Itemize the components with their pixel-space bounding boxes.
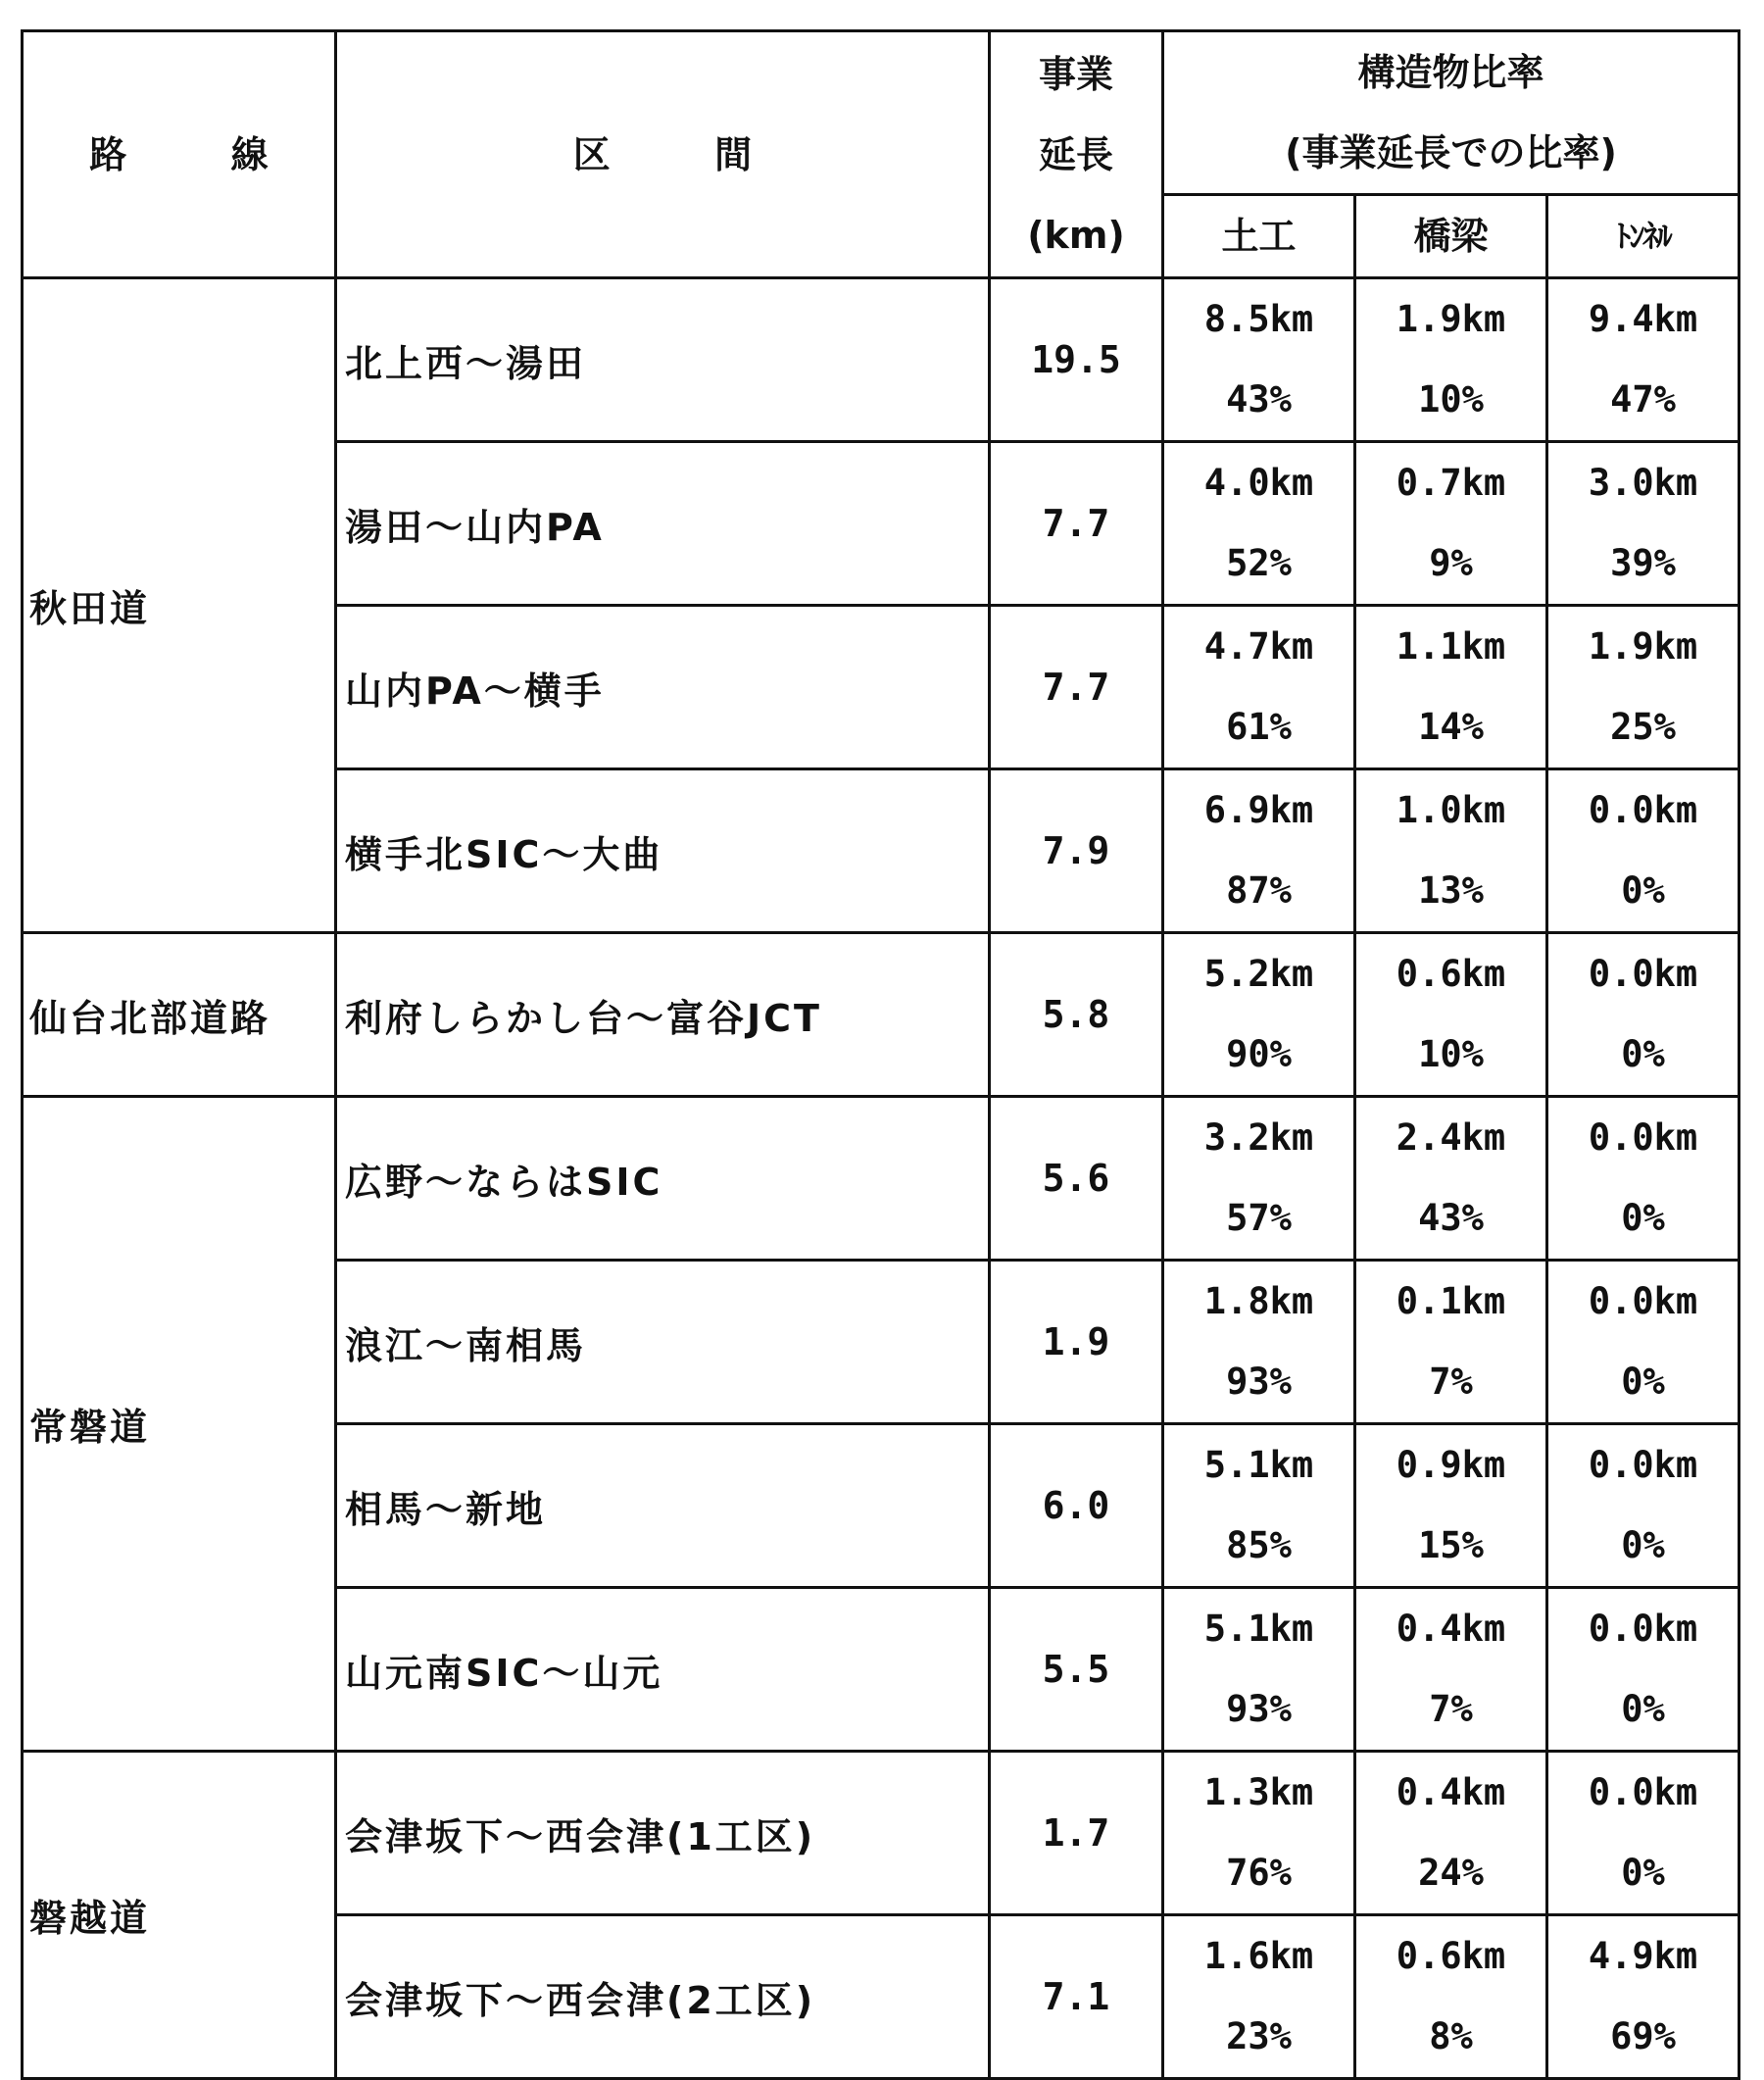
section-cell: 北上西〜湯田 xyxy=(336,278,990,442)
bridge-cell xyxy=(1355,606,1547,769)
tunnel-km: 3.0km xyxy=(1588,462,1698,504)
tunnel-cell xyxy=(1547,606,1740,769)
section-cell: 相馬〜新地 xyxy=(336,1424,990,1588)
section-cell: 会津坂下〜西会津(2工区) xyxy=(336,1915,990,2079)
earthwork-km: 4.7km xyxy=(1203,625,1314,668)
tunnel-pct: 0% xyxy=(1621,1688,1665,1730)
bridge-cell xyxy=(1355,278,1547,442)
bridge-pct: 43% xyxy=(1418,1197,1484,1239)
section-cell: 湯田〜山内PA xyxy=(336,442,990,606)
table-row xyxy=(23,1097,1740,1261)
route-cell: 磐越道 xyxy=(23,1752,336,2079)
section-cell: 山内PA〜横手 xyxy=(336,606,990,769)
bridge-pct: 8% xyxy=(1429,2015,1473,2057)
header-earthwork: 土工 xyxy=(1163,195,1355,278)
tunnel-pct: 0% xyxy=(1621,1852,1665,1894)
length-cell: 5.6 xyxy=(990,1097,1163,1261)
tunnel-km: 4.9km xyxy=(1588,1935,1698,1977)
header-section: 区 間 xyxy=(336,31,990,278)
section-cell: 広野〜ならはSIC xyxy=(336,1097,990,1261)
earthwork-cell xyxy=(1163,606,1355,769)
bridge-cell xyxy=(1355,1261,1547,1424)
tunnel-pct: 0% xyxy=(1621,1524,1665,1566)
earthwork-cell xyxy=(1163,1424,1355,1588)
tunnel-pct: 39% xyxy=(1610,542,1676,584)
route-cell: 仙台北部道路 xyxy=(23,933,336,1097)
earthwork-cell xyxy=(1163,769,1355,933)
table-row xyxy=(23,278,1740,442)
bridge-km: 0.4km xyxy=(1396,1771,1506,1813)
bridge-km: 0.9km xyxy=(1396,1444,1506,1486)
route-cell: 常磐道 xyxy=(23,1097,336,1752)
bridge-pct: 15% xyxy=(1418,1524,1484,1566)
earthwork-pct: 43% xyxy=(1226,378,1292,421)
bridge-cell xyxy=(1355,1097,1547,1261)
tunnel-pct: 69% xyxy=(1610,2015,1676,2057)
tunnel-km: 1.9km xyxy=(1588,625,1698,668)
length-cell: 5.5 xyxy=(990,1588,1163,1752)
earthwork-km: 1.3km xyxy=(1203,1771,1314,1813)
tunnel-km: 0.0km xyxy=(1588,1116,1698,1159)
earthwork-km: 1.6km xyxy=(1203,1935,1314,1977)
length-cell: 5.8 xyxy=(990,933,1163,1097)
tunnel-cell xyxy=(1547,1588,1740,1752)
bridge-pct: 7% xyxy=(1429,1688,1473,1730)
earthwork-cell xyxy=(1163,442,1355,606)
bridge-km: 0.4km xyxy=(1396,1608,1506,1650)
bridge-km: 2.4km xyxy=(1396,1116,1506,1159)
earthwork-pct: 57% xyxy=(1226,1197,1292,1239)
earthwork-pct: 87% xyxy=(1226,869,1292,912)
header-length-unit: (km) xyxy=(1027,213,1125,257)
structure-ratio-table-container xyxy=(21,29,1740,2080)
bridge-km: 1.9km xyxy=(1396,298,1506,340)
tunnel-cell xyxy=(1547,1424,1740,1588)
earthwork-cell xyxy=(1163,933,1355,1097)
header-tunnel: ﾄﾝﾈﾙ xyxy=(1547,195,1740,278)
bridge-pct: 24% xyxy=(1418,1852,1484,1894)
earthwork-km: 5.1km xyxy=(1203,1444,1314,1486)
bridge-cell xyxy=(1355,1424,1547,1588)
tunnel-pct: 0% xyxy=(1621,869,1665,912)
structure-ratio-table xyxy=(21,29,1740,2080)
tunnel-km: 0.0km xyxy=(1588,1444,1698,1486)
earthwork-pct: 23% xyxy=(1226,2015,1292,2057)
bridge-pct: 7% xyxy=(1429,1361,1473,1403)
bridge-pct: 13% xyxy=(1418,869,1484,912)
tunnel-cell xyxy=(1547,1097,1740,1261)
tunnel-km: 9.4km xyxy=(1588,298,1698,340)
table-header xyxy=(23,31,1740,278)
length-cell: 7.7 xyxy=(990,606,1163,769)
tunnel-pct: 0% xyxy=(1621,1033,1665,1075)
tunnel-cell xyxy=(1547,933,1740,1097)
table-row xyxy=(23,933,1740,1097)
section-cell: 会津坂下〜西会津(1工区) xyxy=(336,1752,990,1915)
tunnel-km: 0.0km xyxy=(1588,953,1698,995)
bridge-cell xyxy=(1355,933,1547,1097)
bridge-cell xyxy=(1355,1588,1547,1752)
tunnel-cell xyxy=(1547,278,1740,442)
bridge-cell xyxy=(1355,1752,1547,1915)
earthwork-cell xyxy=(1163,1915,1355,2079)
section-cell: 利府しらかし台〜富谷JCT xyxy=(336,933,990,1097)
earthwork-cell xyxy=(1163,1752,1355,1915)
earthwork-pct: 52% xyxy=(1226,542,1292,584)
tunnel-km: 0.0km xyxy=(1588,1771,1698,1813)
bridge-pct: 9% xyxy=(1429,542,1473,584)
earthwork-km: 3.2km xyxy=(1203,1116,1314,1159)
bridge-pct: 10% xyxy=(1418,378,1484,421)
bridge-pct: 10% xyxy=(1418,1033,1484,1075)
earthwork-pct: 93% xyxy=(1226,1361,1292,1403)
header-route: 路 線 xyxy=(23,31,336,278)
tunnel-cell xyxy=(1547,769,1740,933)
length-cell: 7.1 xyxy=(990,1915,1163,2079)
section-cell: 浪江〜南相馬 xyxy=(336,1261,990,1424)
earthwork-pct: 76% xyxy=(1226,1852,1292,1894)
length-cell: 19.5 xyxy=(990,278,1163,442)
header-length-line1: 事業 xyxy=(1038,52,1113,96)
length-cell: 7.7 xyxy=(990,442,1163,606)
earthwork-pct: 85% xyxy=(1226,1524,1292,1566)
bridge-cell xyxy=(1355,1915,1547,2079)
tunnel-cell xyxy=(1547,1915,1740,2079)
bridge-pct: 14% xyxy=(1418,706,1484,748)
header-length-line2: 延長 xyxy=(1038,132,1113,176)
earthwork-pct: 93% xyxy=(1226,1688,1292,1730)
earthwork-cell xyxy=(1163,278,1355,442)
tunnel-pct: 0% xyxy=(1621,1361,1665,1403)
earthwork-cell xyxy=(1163,1097,1355,1261)
section-cell: 横手北SIC〜大曲 xyxy=(336,769,990,933)
tunnel-pct: 47% xyxy=(1610,378,1676,421)
bridge-cell xyxy=(1355,769,1547,933)
table-body xyxy=(23,278,1740,2079)
bridge-cell xyxy=(1355,442,1547,606)
tunnel-pct: 25% xyxy=(1610,706,1676,748)
length-cell: 7.9 xyxy=(990,769,1163,933)
header-structure-ratio xyxy=(1163,31,1740,195)
earthwork-cell xyxy=(1163,1261,1355,1424)
tunnel-pct: 0% xyxy=(1621,1197,1665,1239)
bridge-km: 0.6km xyxy=(1396,1935,1506,1977)
section-cell: 山元南SIC〜山元 xyxy=(336,1588,990,1752)
tunnel-cell xyxy=(1547,1752,1740,1915)
earthwork-km: 6.9km xyxy=(1203,789,1314,831)
length-cell: 6.0 xyxy=(990,1424,1163,1588)
table-row xyxy=(23,1752,1740,1915)
bridge-km: 1.1km xyxy=(1396,625,1506,668)
bridge-km: 0.6km xyxy=(1396,953,1506,995)
length-cell: 1.9 xyxy=(990,1261,1163,1424)
header-bridge: 橋梁 xyxy=(1355,195,1547,278)
route-cell: 秋田道 xyxy=(23,278,336,933)
bridge-km: 1.0km xyxy=(1396,789,1506,831)
earthwork-pct: 90% xyxy=(1226,1033,1292,1075)
earthwork-cell xyxy=(1163,1588,1355,1752)
header-ratio-title: 構造物比率 xyxy=(1357,51,1544,94)
earthwork-km: 8.5km xyxy=(1203,298,1314,340)
earthwork-km: 5.1km xyxy=(1203,1608,1314,1650)
tunnel-cell xyxy=(1547,1261,1740,1424)
bridge-km: 0.1km xyxy=(1396,1280,1506,1322)
earthwork-pct: 61% xyxy=(1226,706,1292,748)
tunnel-km: 0.0km xyxy=(1588,789,1698,831)
tunnel-km: 0.0km xyxy=(1588,1280,1698,1322)
length-cell: 1.7 xyxy=(990,1752,1163,1915)
header-project-length xyxy=(990,31,1163,278)
tunnel-km: 0.0km xyxy=(1588,1608,1698,1650)
tunnel-cell xyxy=(1547,442,1740,606)
earthwork-km: 4.0km xyxy=(1203,462,1314,504)
header-ratio-subtitle: (事業延長での比率) xyxy=(1285,131,1617,174)
earthwork-km: 1.8km xyxy=(1203,1280,1314,1322)
earthwork-km: 5.2km xyxy=(1203,953,1314,995)
bridge-km: 0.7km xyxy=(1396,462,1506,504)
